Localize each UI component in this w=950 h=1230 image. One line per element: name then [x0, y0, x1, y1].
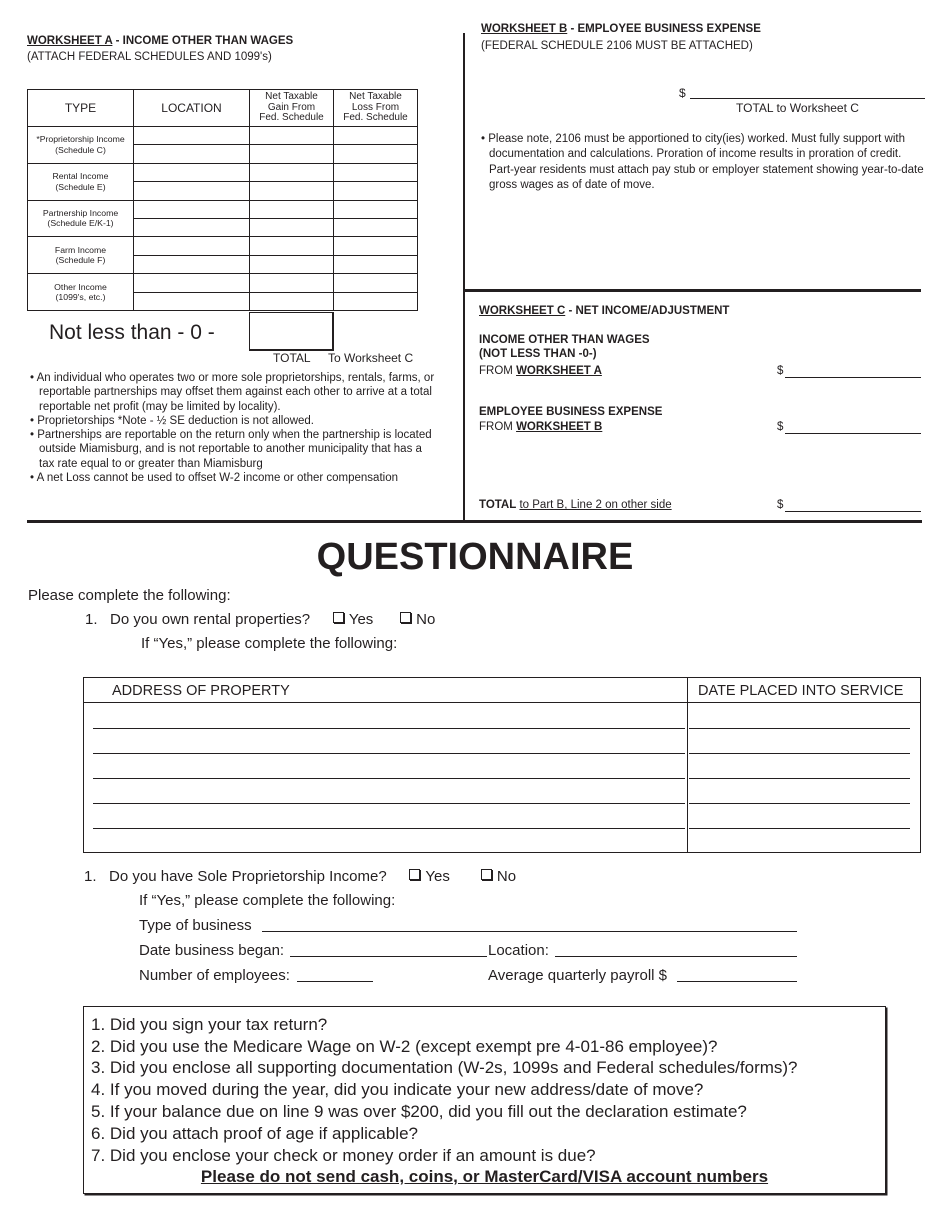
- address-line[interactable]: [93, 753, 685, 754]
- checklist-item: 1. Did you sign your tax return?: [91, 1015, 328, 1034]
- worksheet-c-code: WORKSHEET C: [479, 305, 566, 317]
- loss-cell[interactable]: [334, 200, 418, 218]
- address-line[interactable]: [93, 828, 685, 829]
- location-cell[interactable]: [134, 163, 250, 181]
- number-of-employees-label: Number of employees:: [139, 967, 290, 984]
- note-item: • Partnerships are reportable on the return only when the partnership is located outside Miamisburg, and is not reportable to another municipality that has a tax rate equal to or greater than Miamisburg: [30, 429, 432, 470]
- number-of-employees-line[interactable]: [297, 981, 373, 982]
- row-type-other: Other Income (1099's, etc.): [28, 274, 134, 311]
- gain-cell[interactable]: [250, 218, 334, 236]
- gain-cell[interactable]: [250, 127, 334, 145]
- note-item: • Proprietorships *Note - ½ SE deduction is not allowed.: [30, 414, 315, 427]
- property-table: [83, 677, 921, 853]
- col-gain: Net Taxable Gain From Fed. Schedule: [250, 90, 334, 127]
- col-type: TYPE: [28, 90, 134, 127]
- loss-cell[interactable]: [334, 274, 418, 292]
- sole-if-yes: If “Yes,” please complete the following:: [139, 892, 396, 909]
- location-cell[interactable]: [134, 255, 250, 273]
- worksheet-b-note: • Please note, 2106 must be apportioned to city(ies) worked. Must fully support with documentation and calculations. Proration of income results in proration of credit. Part-year residents must attach pay stub or employer statement showing year-to-date gross wages as of date of move.: [481, 133, 924, 191]
- loss-cell[interactable]: [334, 145, 418, 163]
- total-amount-line[interactable]: [785, 511, 921, 512]
- header-divider: [84, 702, 920, 703]
- checklist-item: 2. Did you use the Medicare Wage on W-2 (except exempt pre 4-01-86 employee)?: [91, 1037, 718, 1056]
- note-item: • An individual who operates two or more sole proprietorships, rentals, farms, or reportable partnerships may offset them against each other to arrive at a total reportable net profit (may be limited by locality).: [30, 372, 435, 413]
- col-loss: Net Taxable Loss From Fed. Schedule: [334, 90, 418, 127]
- checklist-box: [83, 1006, 886, 1194]
- col-address: ADDRESS OF PROPERTY: [112, 683, 290, 699]
- loss-cell[interactable]: [334, 127, 418, 145]
- worksheet-a-code: WORKSHEET A: [27, 35, 113, 47]
- loss-cell[interactable]: [334, 218, 418, 236]
- worksheet-a-table: [27, 89, 418, 311]
- income-amount-line[interactable]: [785, 377, 921, 378]
- total-input-box[interactable]: [249, 312, 334, 351]
- gain-cell[interactable]: [250, 255, 334, 273]
- col-date: DATE PLACED INTO SERVICE: [698, 683, 904, 699]
- worksheet-c-heading: [479, 305, 729, 317]
- worksheet-a-subtitle: (ATTACH FEDERAL SCHEDULES AND 1099's): [27, 51, 272, 63]
- from-worksheet-a: FROM WORKSHEET A: [479, 365, 602, 377]
- row-type-proprietorship: *Proprietorship Income (Schedule C): [28, 127, 134, 164]
- location-cell[interactable]: [134, 218, 250, 236]
- not-less-than-label: (NOT LESS THAN -0-): [479, 348, 597, 360]
- dollar-sign: $: [777, 365, 784, 377]
- date-business-began-label: Date business began:: [139, 942, 285, 959]
- gain-cell[interactable]: [250, 163, 334, 181]
- avg-payroll-label: Average quarterly payroll $: [488, 967, 667, 984]
- worksheet-b-subtitle: (FEDERAL SCHEDULE 2106 MUST BE ATTACHED): [481, 40, 753, 52]
- date-line[interactable]: [689, 803, 910, 804]
- worksheet-bc-divider: [463, 289, 921, 292]
- section-divider: [27, 520, 922, 523]
- type-of-business-line[interactable]: [262, 931, 797, 932]
- worksheet-c-total: TOTAL to Part B, Line 2 on other side: [479, 499, 672, 511]
- loss-cell[interactable]: [334, 255, 418, 273]
- location-label: Location:: [488, 942, 549, 959]
- avg-payroll-line[interactable]: [677, 981, 797, 982]
- gain-cell[interactable]: [250, 292, 334, 310]
- worksheet-a-notes: [30, 371, 440, 485]
- address-line[interactable]: [93, 803, 685, 804]
- date-line[interactable]: [689, 753, 910, 754]
- address-line[interactable]: [93, 728, 685, 729]
- rental-no-checkbox[interactable]: [400, 612, 411, 623]
- gain-cell[interactable]: [250, 145, 334, 163]
- vertical-divider: [463, 33, 465, 521]
- gain-cell[interactable]: [250, 182, 334, 200]
- note-item: • A net Loss cannot be used to offset W-2 income or other compensation: [30, 472, 398, 485]
- rental-yes-checkbox[interactable]: [333, 612, 344, 623]
- worksheet-b-code: WORKSHEET B: [481, 23, 568, 35]
- checklist-item: 4. If you moved during the year, did you indicate your new address/date of move?: [91, 1080, 704, 1099]
- checklist-item: 7. Did you enclose your check or money order if an amount is due?: [91, 1146, 596, 1165]
- gain-cell[interactable]: [250, 274, 334, 292]
- rental-if-yes: If “Yes,” please complete the following:: [141, 635, 398, 652]
- sole-yes-checkbox[interactable]: [409, 869, 420, 880]
- date-business-began-line[interactable]: [290, 956, 487, 957]
- questionnaire-title: QUESTIONNAIRE: [316, 536, 634, 578]
- question-sole-proprietorship: 1. Do you have Sole Proprietorship Income? Yes No: [84, 868, 517, 885]
- income-other-label: INCOME OTHER THAN WAGES: [479, 334, 650, 346]
- not-less-than-zero: Not less than - 0 -: [49, 321, 215, 344]
- location-line[interactable]: [555, 956, 797, 957]
- worksheet-c-title: - NET INCOME/ADJUSTMENT: [565, 305, 730, 317]
- location-cell[interactable]: [134, 182, 250, 200]
- loss-cell[interactable]: [334, 163, 418, 181]
- worksheet-b-title: - EMPLOYEE BUSINESS EXPENSE: [567, 23, 761, 35]
- expense-amount-line[interactable]: [785, 433, 921, 434]
- worksheet-b-total-label: TOTAL to Worksheet C: [736, 101, 859, 115]
- questionnaire-intro: Please complete the following:: [28, 587, 231, 604]
- to-worksheet-c-label: To Worksheet C: [328, 351, 414, 365]
- row-type-rental: Rental Income (Schedule E): [28, 163, 134, 200]
- worksheet-b-heading: [481, 23, 761, 35]
- location-cell[interactable]: [134, 292, 250, 310]
- worksheet-a-heading: [27, 35, 293, 47]
- worksheet-b-total-line[interactable]: [690, 98, 925, 99]
- dollar-sign: $: [679, 86, 686, 100]
- type-of-business-label: Type of business: [139, 917, 252, 934]
- location-cell[interactable]: [134, 200, 250, 218]
- location-cell[interactable]: [134, 274, 250, 292]
- dollar-sign: $: [777, 499, 784, 511]
- total-label: TOTAL: [273, 351, 311, 365]
- column-divider: [687, 678, 688, 852]
- checklist-item: 5. If your balance due on line 9 was over $200, did you fill out the declaration estimate?: [91, 1102, 747, 1121]
- date-line[interactable]: [689, 828, 910, 829]
- col-location: LOCATION: [134, 90, 250, 127]
- worksheet-a-title: - INCOME OTHER THAN WAGES: [112, 35, 294, 47]
- loss-cell[interactable]: [334, 237, 418, 255]
- row-type-farm: Farm Income (Schedule F): [28, 237, 134, 274]
- location-cell[interactable]: [134, 145, 250, 163]
- payment-warning: Please do not send cash, coins, or MasterCard/VISA account numbers: [200, 1167, 769, 1186]
- checklist-item: 6. Did you attach proof of age if applicable?: [91, 1124, 418, 1143]
- sole-no-checkbox[interactable]: [481, 869, 492, 880]
- from-worksheet-b: FROM WORKSHEET B: [479, 421, 603, 433]
- employee-expense-label: EMPLOYEE BUSINESS EXPENSE: [479, 406, 663, 418]
- gain-cell[interactable]: [250, 237, 334, 255]
- date-line[interactable]: [689, 728, 910, 729]
- location-cell[interactable]: [134, 127, 250, 145]
- address-line[interactable]: [93, 778, 685, 779]
- location-cell[interactable]: [134, 237, 250, 255]
- dollar-sign: $: [777, 421, 784, 433]
- row-type-partnership: Partnership Income (Schedule E/K-1): [28, 200, 134, 237]
- loss-cell[interactable]: [334, 292, 418, 310]
- gain-cell[interactable]: [250, 200, 334, 218]
- loss-cell[interactable]: [334, 182, 418, 200]
- checklist-item: 3. Did you enclose all supporting documentation (W-2s, 1099s and Federal schedules/forms)?: [91, 1058, 798, 1077]
- date-line[interactable]: [689, 778, 910, 779]
- question-rental: 1. Do you own rental properties? Yes No: [85, 611, 436, 628]
